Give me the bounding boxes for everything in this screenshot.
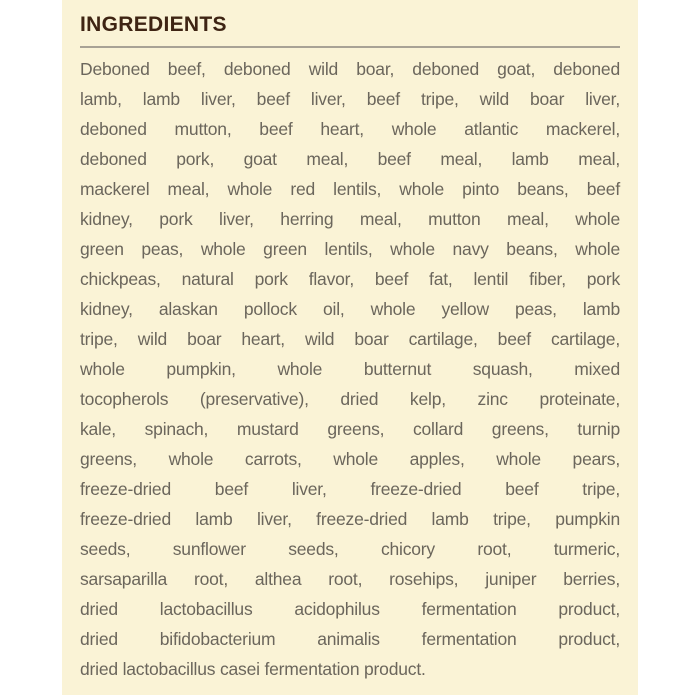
ingredients-panel — [62, 0, 638, 695]
ingredients-line: dried bifidobacterium animalis fermentation product, — [80, 629, 620, 649]
ingredients-line: chickpeas, natural pork flavor, beef fat, lentil fiber, pork — [80, 269, 620, 289]
ingredients-line: kale, spinach, mustard greens, collard greens, turnip — [80, 419, 620, 439]
ingredients-line: deboned pork, goat meal, beef meal, lamb meal, — [80, 149, 620, 169]
ingredients-heading: INGREDIENTS — [80, 13, 227, 36]
ingredients-line: kidney, pork liver, herring meal, mutton meal, whole — [80, 209, 620, 229]
ingredients-line: lamb, lamb liver, beef liver, beef tripe, wild boar liver, — [80, 89, 620, 109]
ingredients-line: freeze-dried lamb liver, freeze-dried lamb tripe, pumpkin — [80, 509, 620, 529]
ingredients-line: sarsaparilla root, althea root, rosehips, juniper berries, — [80, 569, 620, 589]
ingredients-text — [80, 54, 620, 684]
divider-line — [80, 46, 620, 48]
ingredients-line: tripe, wild boar heart, wild boar cartilage, beef cartilage, — [80, 329, 620, 349]
ingredients-line: deboned mutton, beef heart, whole atlantic mackerel, — [80, 119, 620, 139]
ingredients-line: dried lactobacillus acidophilus fermentation product, — [80, 599, 620, 619]
ingredients-line: dried lactobacillus casei fermentation product. — [80, 659, 426, 679]
ingredients-line: tocopherols (preservative), dried kelp, zinc proteinate, — [80, 389, 620, 409]
ingredients-line: seeds, sunflower seeds, chicory root, turmeric, — [80, 539, 620, 559]
ingredients-line: Deboned beef, deboned wild boar, deboned goat, deboned — [80, 59, 620, 79]
ingredients-line: mackerel meal, whole red lentils, whole pinto beans, beef — [80, 179, 620, 199]
ingredients-line: freeze-dried beef liver, freeze-dried beef tripe, — [80, 479, 620, 499]
ingredients-line: kidney, alaskan pollock oil, whole yellow peas, lamb — [80, 299, 620, 319]
ingredients-line: greens, whole carrots, whole apples, whole pears, — [80, 449, 620, 469]
ingredients-line: green peas, whole green lentils, whole navy beans, whole — [80, 239, 620, 259]
ingredients-line: whole pumpkin, whole butternut squash, mixed — [80, 359, 620, 379]
